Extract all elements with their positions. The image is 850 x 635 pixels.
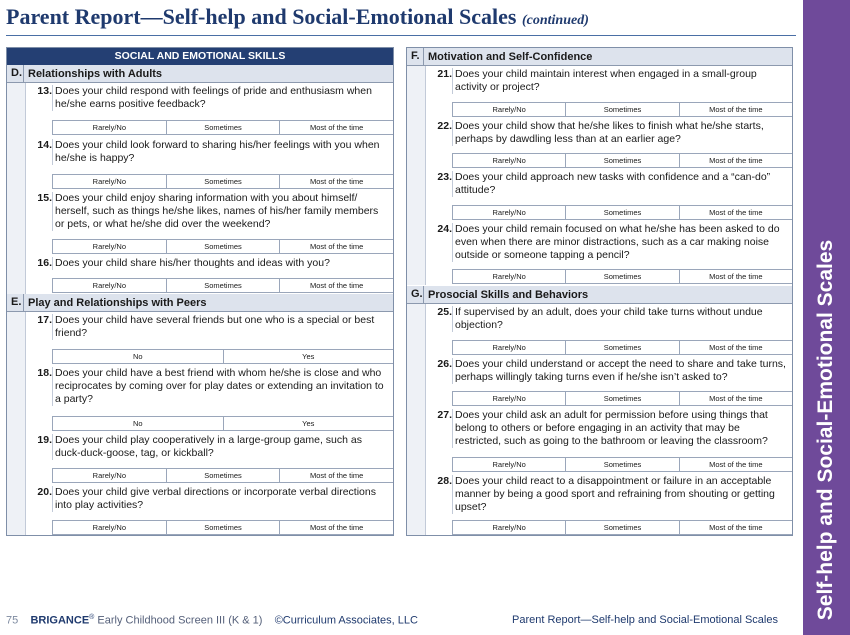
question-number: 28. xyxy=(437,475,452,487)
option-sometimes[interactable]: Sometimes xyxy=(166,469,280,482)
option-sometimes[interactable]: Sometimes xyxy=(565,458,678,471)
answer-options xyxy=(452,269,792,284)
product-name: Early Childhood Screen III (K & 1) xyxy=(94,614,263,627)
question-text: Does your child maintain interest when engaged in a small-group activity or project? xyxy=(452,68,786,94)
answer-options xyxy=(52,520,393,535)
answer-options xyxy=(52,416,393,431)
question-number: 16. xyxy=(37,257,52,269)
option-no[interactable]: No xyxy=(52,350,223,363)
answer-options xyxy=(452,520,792,535)
answer-options xyxy=(52,174,393,189)
question-number: 26. xyxy=(437,358,452,370)
answer-options xyxy=(52,278,393,293)
section-title: Motivation and Self-Confidence xyxy=(428,50,593,63)
option-most[interactable]: Most of the time xyxy=(279,240,393,253)
section-header-e xyxy=(7,294,393,312)
question-number: 20. xyxy=(37,486,52,498)
answer-options xyxy=(452,391,792,406)
option-rarely[interactable]: Rarely/No xyxy=(452,458,565,471)
question-item xyxy=(7,190,393,255)
section-title: Prosocial Skills and Behaviors xyxy=(428,288,589,301)
option-sometimes[interactable]: Sometimes xyxy=(565,270,678,283)
registered-mark: ® xyxy=(89,614,95,621)
option-rarely[interactable]: Rarely/No xyxy=(452,521,565,534)
option-sometimes[interactable]: Sometimes xyxy=(565,206,678,219)
question-item xyxy=(407,304,792,356)
title-continued: (continued) xyxy=(521,13,589,28)
option-most[interactable]: Most of the time xyxy=(279,521,393,534)
question-number: 15. xyxy=(37,192,52,204)
page-number: 75 xyxy=(6,614,19,627)
question-text: Does your child look forward to sharing his/her feelings with you when he/she is happy? xyxy=(52,139,387,165)
section-title: Play and Relationships with Peers xyxy=(28,296,207,309)
option-most[interactable]: Most of the time xyxy=(679,154,792,167)
question-number: 21. xyxy=(437,68,452,80)
question-item xyxy=(407,66,792,118)
question-item xyxy=(407,169,792,221)
answer-options xyxy=(52,468,393,483)
section-header-f xyxy=(407,48,792,66)
option-rarely[interactable]: Rarely/No xyxy=(52,469,166,482)
question-text: Does your child have several friends but one who is a special or best friend? xyxy=(52,314,387,340)
question-item xyxy=(407,407,792,473)
question-text: Does your child share his/her thoughts and ideas with you? xyxy=(52,257,387,270)
option-most[interactable]: Most of the time xyxy=(679,341,792,354)
option-rarely[interactable]: Rarely/No xyxy=(452,270,565,283)
section-title: Relationships with Adults xyxy=(28,67,163,80)
question-text: Does your child give verbal directions or incorporate verbal directions into play activities? xyxy=(52,486,387,512)
option-yes[interactable]: Yes xyxy=(223,417,394,430)
section-header-g xyxy=(407,286,792,304)
option-no[interactable]: No xyxy=(52,417,223,430)
option-most[interactable]: Most of the time xyxy=(679,103,792,116)
right-column xyxy=(406,47,793,536)
section-letter: F. xyxy=(407,48,424,65)
option-rarely[interactable]: Rarely/No xyxy=(52,279,166,292)
answer-options xyxy=(452,340,792,355)
answer-options xyxy=(452,457,792,472)
option-sometimes[interactable]: Sometimes xyxy=(565,341,678,354)
option-sometimes[interactable]: Sometimes xyxy=(166,121,280,134)
option-rarely[interactable]: Rarely/No xyxy=(452,392,565,405)
option-sometimes[interactable]: Sometimes xyxy=(565,154,678,167)
title-divider xyxy=(6,35,796,36)
footer-left xyxy=(6,614,418,627)
answer-options xyxy=(52,120,393,135)
option-rarely[interactable]: Rarely/No xyxy=(52,521,166,534)
question-number: 25. xyxy=(437,306,452,318)
option-rarely[interactable]: Rarely/No xyxy=(452,103,565,116)
question-text: Does your child understand or accept the need to share and take turns, perhaps willingly taking turns even if he/she isn’t asked to? xyxy=(452,358,786,384)
option-sometimes[interactable]: Sometimes xyxy=(565,392,678,405)
question-text: Does your child play cooperatively in a large-group game, such as duck-duck-goose, tag, or kickball? xyxy=(52,434,387,460)
question-item xyxy=(7,83,393,137)
section-letter: E. xyxy=(7,294,24,311)
option-most[interactable]: Most of the time xyxy=(279,469,393,482)
section-header-d xyxy=(7,65,393,83)
answer-options xyxy=(452,102,792,117)
question-item xyxy=(407,221,792,285)
question-text: Does your child respond with feelings of pride and enthusiasm when he/she earns positive feedback? xyxy=(52,85,387,111)
title-text: Parent Report—Self-help and Social-Emotional Scales xyxy=(6,4,517,29)
question-item xyxy=(7,255,393,294)
question-number: 19. xyxy=(37,434,52,446)
question-number: 23. xyxy=(437,171,452,183)
question-number: 24. xyxy=(437,223,452,235)
question-item xyxy=(7,484,393,535)
answer-options xyxy=(52,349,393,364)
option-sometimes[interactable]: Sometimes xyxy=(565,103,678,116)
brand-name: BRIGANCE xyxy=(30,614,90,627)
question-number: 17. xyxy=(37,314,52,326)
option-sometimes[interactable]: Sometimes xyxy=(166,240,280,253)
option-rarely[interactable]: Rarely/No xyxy=(452,206,565,219)
question-text: Does your child ask an adult for permission before using things that belong to others or before engaging in an activity that may be restricted, such as going to the bathroom or leaving the classroom? xyxy=(452,409,786,448)
option-rarely[interactable]: Rarely/No xyxy=(452,341,565,354)
sidebar-label: Self-help and Social-Emotional Scales xyxy=(814,239,837,621)
option-most[interactable]: Most of the time xyxy=(679,270,792,283)
question-item xyxy=(407,356,792,407)
footer-right: Parent Report—Self-help and Social-Emotional Scales xyxy=(512,614,778,626)
option-yes[interactable]: Yes xyxy=(223,350,394,363)
left-column xyxy=(6,47,394,536)
option-sometimes[interactable]: Sometimes xyxy=(166,175,280,188)
question-text: Does your child react to a disappointment or failure in an acceptable manner by being a good sport and refraining from shouting or getting upset? xyxy=(452,475,786,514)
question-number: 14. xyxy=(37,139,52,151)
question-number: 13. xyxy=(37,85,52,97)
question-text: Does your child have a best friend with whom he/she is close and who reciprocates by coming over for play dates or extending an invitation to a party? xyxy=(52,367,387,406)
option-sometimes[interactable]: Sometimes xyxy=(166,521,280,534)
question-number: 18. xyxy=(37,367,52,379)
copyright: ©Curriculum Associates, LLC xyxy=(274,614,418,627)
option-most[interactable]: Most of the time xyxy=(279,175,393,188)
option-sometimes[interactable]: Sometimes xyxy=(565,521,678,534)
question-item xyxy=(7,312,393,365)
question-item xyxy=(407,118,792,169)
question-number: 22. xyxy=(437,120,452,132)
option-sometimes[interactable]: Sometimes xyxy=(166,279,280,292)
option-rarely[interactable]: Rarely/No xyxy=(452,154,565,167)
question-item xyxy=(407,473,792,535)
question-text: Does your child enjoy sharing information with you about himself/ herself, such as things he/she likes, names of his/her family members or pets, or what he/she did over the weekend? xyxy=(52,192,387,231)
option-most[interactable]: Most of the time xyxy=(679,206,792,219)
answer-options xyxy=(52,239,393,254)
answer-options xyxy=(452,205,792,220)
option-most[interactable]: Most of the time xyxy=(679,521,792,534)
section-letter: D. xyxy=(7,65,24,82)
question-text: Does your child approach new tasks with confidence and a “can-do” attitude? xyxy=(452,171,786,197)
option-rarely[interactable]: Rarely/No xyxy=(52,121,166,134)
answer-options xyxy=(452,153,792,168)
option-rarely[interactable]: Rarely/No xyxy=(52,240,166,253)
page-title xyxy=(6,4,589,30)
question-text: If supervised by an adult, does your child take turns without undue objection? xyxy=(452,306,786,332)
question-item xyxy=(7,432,393,484)
section-letter: G. xyxy=(407,286,424,303)
main-heading: SOCIAL AND EMOTIONAL SKILLS xyxy=(7,48,393,65)
option-rarely[interactable]: Rarely/No xyxy=(52,175,166,188)
question-item xyxy=(7,365,393,432)
question-item xyxy=(7,137,393,190)
question-number: 27. xyxy=(437,409,452,421)
question-text: Does your child remain focused on what he/she has been asked to do even when there are minor distractions, such as a car making noise outside or someone tapping a pencil? xyxy=(452,223,786,262)
option-most[interactable]: Most of the time xyxy=(679,392,792,405)
option-most[interactable]: Most of the time xyxy=(279,121,393,134)
option-most[interactable]: Most of the time xyxy=(279,279,393,292)
question-text: Does your child show that he/she likes to finish what he/she starts, perhaps by dawdling less than at an earlier age? xyxy=(452,120,786,146)
option-most[interactable]: Most of the time xyxy=(679,458,792,471)
